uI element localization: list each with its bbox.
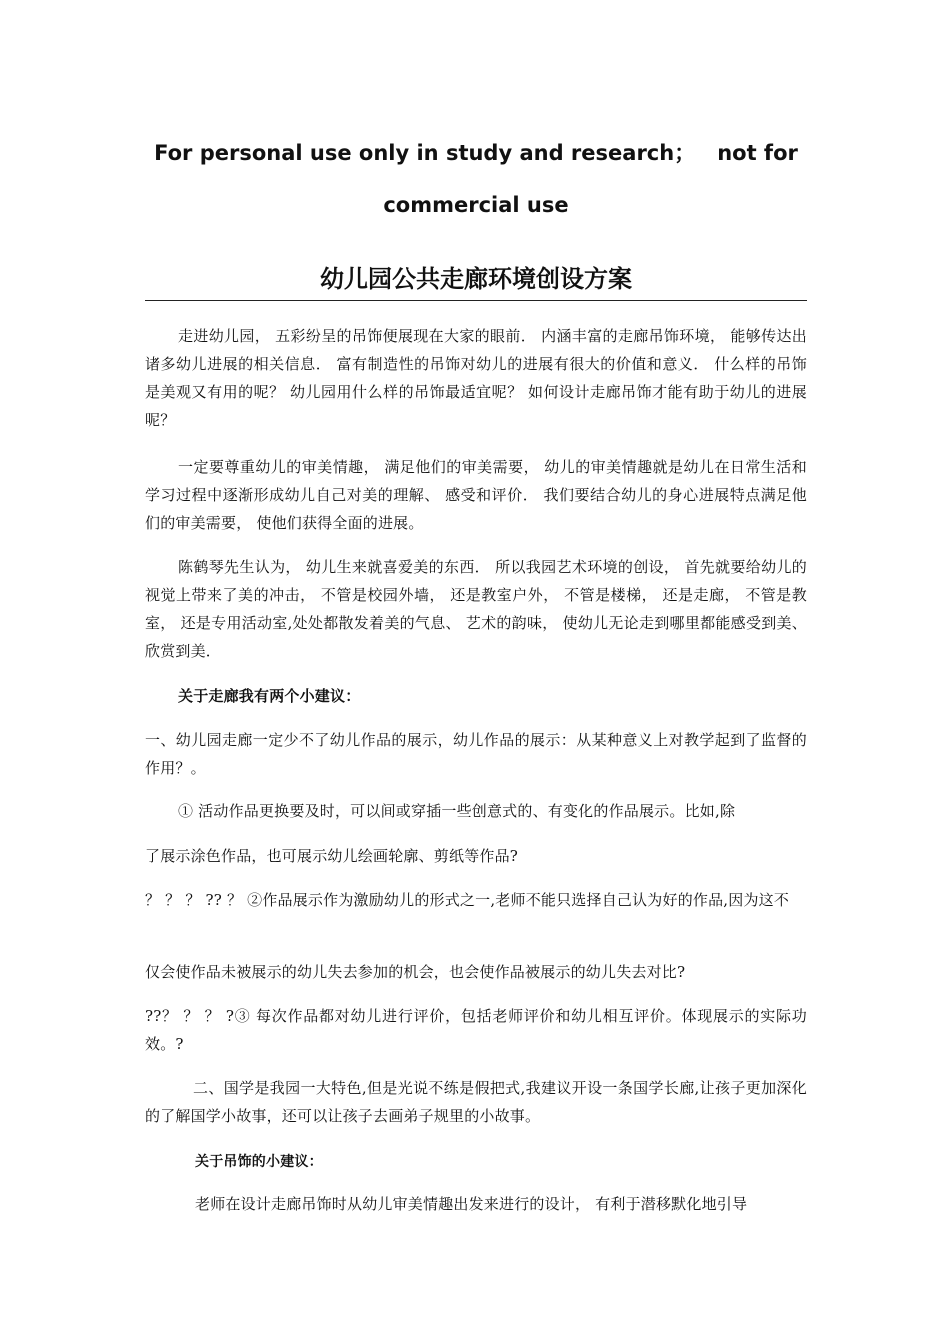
- paragraph-item-1-line-1: ① 活动作品更换要及时，可以间或穿插一些创意式的、有变化的作品展示。比如,除: [178, 802, 736, 820]
- title-divider: [145, 300, 807, 301]
- disclaimer-text-b: not for: [717, 141, 798, 165]
- paragraph-item-1-line-2: 了展示涂色作品，也可展示幼儿绘画轮廓、剪纸等作品?: [145, 847, 519, 865]
- paragraph-item-2-line-2: 仅会使作品未被展示的幼儿失去参加的机会，也会使作品被展示的幼儿失去对比?: [145, 963, 686, 981]
- paragraph-item-3: ??？ ？ ？ ?③ 每次作品都对幼儿进行评价，包括老师评价和幼儿相互评价。体现展示的实际功效。?: [145, 1007, 807, 1053]
- paragraph-suggestion-2: 二、国学是我园一大特色,但是光说不练是假把式,我建议开设一条国学长廊,让孩子更加深化的了解国学小故事，还可以让孩子去画弟子规里的小故事。: [145, 1079, 807, 1125]
- paragraph-suggestion-1: 一、幼儿园走廊一定少不了幼儿作品的展示，幼儿作品的展示：从某种意义上对教学起到了监督的作用？。: [145, 731, 807, 777]
- paragraph-aesthetics: 一定要尊重幼儿的审美情趣， 满足他们的审美需要， 幼儿的审美情趣就是幼儿在日常生活和学习过程中逐渐形成幼儿自己对美的理解、 感受和评价． 我们要结合幼儿的身心进展特点满足他们的审美需要， 使他们获得全面的进展。: [145, 458, 807, 532]
- paragraph-item-2-line-1: ？ ？ ？ ?? ？ ②作品展示作为激励幼儿的形式之一,老师不能只选择自己认为好的作品,因为这不: [145, 891, 790, 909]
- paragraph-hanging-decor: 老师在设计走廊吊饰时从幼儿审美情趣出发来进行的设计， 有利于潜移默化地引导: [195, 1195, 748, 1213]
- disclaimer-text-a: For personal use only in study and research；: [154, 141, 696, 165]
- heading-corridor-suggestions: 关于走廊我有两个小建议：: [178, 687, 361, 705]
- disclaimer-line-2: commercial use: [383, 193, 569, 217]
- paragraph-chen-heqin: 陈鹤琴先生认为， 幼儿生来就喜爱美的东西． 所以我园艺术环境的创设， 首先就要给幼儿的视觉上带来了美的冲击， 不管是校园外墙， 还是教室户外， 不管是楼梯， 还是走廊， 不管是教室， 还是专用活动室,处处都散发着美的气息、 艺术的韵味， 使幼儿无论走到哪里都能感受到美、 欣赏到美．: [145, 558, 807, 660]
- disclaimer-line-1: [145, 137, 807, 167]
- heading-hanging-decor: 关于吊饰的小建议：: [195, 1154, 323, 1170]
- document-title: 幼儿园公共走廊环境创设方案: [320, 264, 632, 293]
- paragraph-intro: 走进幼儿园， 五彩纷呈的吊饰便展现在大家的眼前． 内涵丰富的走廊吊饰环境， 能够传达出诸多幼儿进展的相关信息． 富有制造性的吊饰对幼儿的进展有很大的价值和意义． 什么样的吊饰是美观又有用的呢？ 幼儿园用什么样的吊饰最适宜呢？ 如何设计走廊吊饰才能有助于幼儿的进展呢？: [145, 327, 807, 429]
